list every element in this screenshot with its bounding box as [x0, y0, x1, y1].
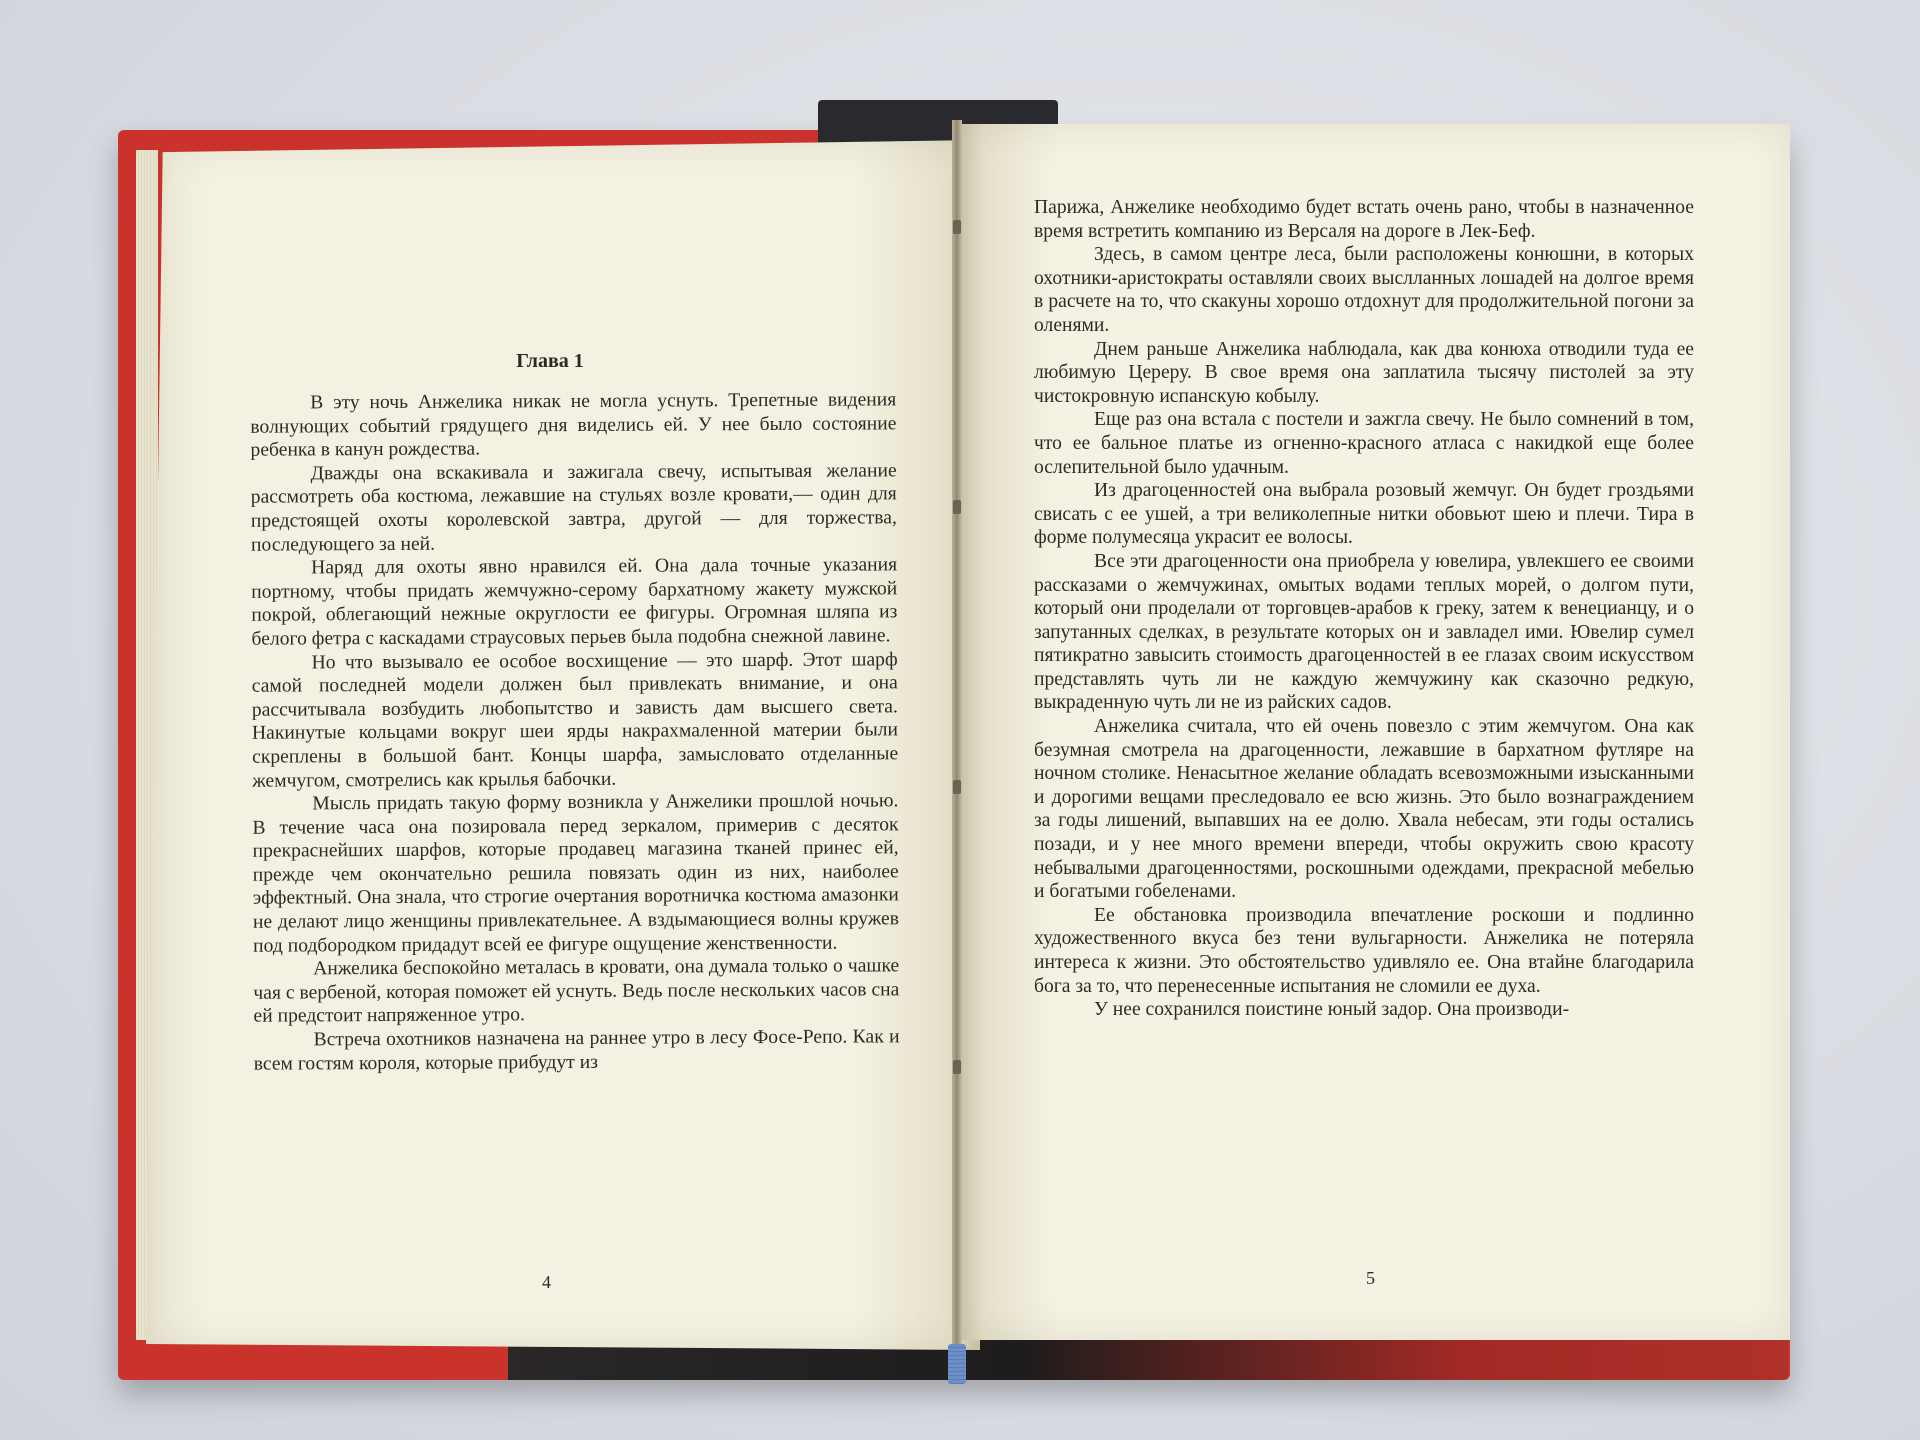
- spine-stitch: [953, 780, 961, 794]
- paragraph: Здесь, в самом центре леса, были расположены конюшни, в которых охотники-аристократы оставляли своих выслланных лошадей на долгое время в расчете на то, что скакуны хорошо отдохнут для продолжительной погони за оленями.: [1034, 244, 1694, 336]
- right-page-number: 5: [1366, 1268, 1375, 1288]
- bookmark-ribbon: [948, 1344, 966, 1384]
- paragraph: Еще раз она встала с постели и зажгла свечу. Не было сомнений в том, что ее бальное платье из огненно-красного атласа с накидкой еще более ослепительной было удачным.: [1034, 409, 1694, 478]
- right-page-text: [1034, 196, 1694, 1022]
- paragraph: Наряд для охоты явно нравился ей. Она дала точные указания портному, чтобы придать жемчужно-серому бархатному жакету мужской покрой, облегающий нежные округлости ее фигуры. Огромная шляпа из белого фетра с каскадами страусовых перьев была подобна снежной лавине.: [251, 554, 898, 650]
- spine-stitch: [953, 1060, 961, 1074]
- book-spine-gutter: [952, 120, 962, 1350]
- paragraph: Анжелика считала, что ей очень повезло с этим жемчугом. Она как безумная смотрела на драгоценности, лежавшие в бархатном футляре на ночном столике. Ненасытное желание обладать всевозможными изысканными и дорогими вещами преследовало ее всю жизнь. Это было вознаграждением за годы лишений, выпавших на ее долю. Хвала небесам, эти годы остались позади, и у нее много времени впереди, чтобы окружить свою красоту небывалыми драгоценностями, роскошными одеждами, прекрасной мебелью и богатыми гобеленами.: [1034, 716, 1694, 903]
- paragraph: Все эти драгоценности она приобрела у ювелира, увлекшего ее своими рассказами о жемчужинах, омытых водами теплых морей, о долгом пути, который они проделали от торговцев-арабов к греку, затем к венецианцу, и о запутанных сделках, в результате которых он и завладел ими. Ювелир сумел пятикратно завысить стоимость драгоценностей в ее глазах своим искусством представлять чуть ли не каждую жемчужину как сказочно редкую, выкраденную чуть ли не из райских садов.: [1034, 550, 1694, 714]
- left-page-text: [250, 388, 900, 1076]
- paragraph: Анжелика беспокойно металась в кровати, она думала только о чашке чая с вербеной, которая поможет ей уснуть. Ведь после нескольких часов сна ей предстоит напряженное утро.: [253, 955, 900, 1028]
- paragraph: Но что вызывало ее особое восхищение — это шарф. Этот шарф самой последней модели должен был привлекать внимание, и она рассчитывала возбудить любопытство и зависть дам высшего света. Накинутые кольцами вокруг шеи ярды накрахмаленной материи были скреплены в большой бант. Концы шарфа, замысловато отделанные жемчугом, смотрелись как крылья бабочки.: [251, 648, 899, 792]
- paragraph: Из драгоценностей она выбрала розовый жемчуг. Он будет гроздьями свисать с ее ушей, а три великолепные нитки обовьют шею и плечи. Тира в форме полумесяца украсит ее волосы.: [1034, 480, 1694, 549]
- paragraph: В эту ночь Анжелика никак не могла уснуть. Трепетные видения волнующих событий грядущего дня виделись ей. У нее было состояние ребенка в канун рождества.: [250, 389, 897, 461]
- paragraph: У нее сохранился поистине юный задор. Она производи-: [1094, 999, 1570, 1021]
- paragraph: Мысль придать такую форму возникла у Анжелики прошлой ночью. В течение часа она позировала перед зеркалом, примерив с десяток прекраснейших шарфов, которые продавец магазина тканей принес ей, прежде чем окончательно решила повязать один из них, наиболее эффектный. Она знала, что строгие очертания воротничка костюма амазонки не делают лицо женщины привлекательнее. А вздымающиеся волны кружев под подбородком придадут всей ее фигуре ощущение женственности.: [252, 790, 900, 957]
- chapter-title: Глава 1: [516, 350, 584, 372]
- spine-stitch: [953, 220, 961, 234]
- left-page-number: 4: [542, 1272, 551, 1292]
- paragraph: Парижа, Анжелике необходимо будет встать очень рано, чтобы в назначенное время встретить компанию из Версаля на дороге в Лек-Беф.: [1034, 197, 1694, 242]
- spine-stitch: [953, 500, 961, 514]
- paragraph: Дважды она вскакивала и зажигала свечу, испытывая желание рассмотреть оба костюма, лежавшие на стульях возле кровати,— один для предстоящей охоты королевской завтра, другой — для торжества, последующего за ней.: [250, 460, 897, 556]
- paragraph: Встреча охотников назначена на раннее утро в лесу Фосе-Репо. Как и всем гостям короля, которые прибудут из: [253, 1026, 900, 1075]
- paragraph: Днем раньше Анжелика наблюдала, как два конюха отводили туда ее любимую Цереру. В свое время она заплатила тысячу пистолей за эту чистокровную испанскую кобылу.: [1034, 338, 1694, 407]
- paragraph: Ее обстановка производила впечатление роскоши и подлинно художественного вкуса без тени вульгарности. Анжелика не потеряла интереса к жизни. Это обстоятельство удивляло ее. Она втайне благодарила бога за то, что перенесенные испытания не сломили ее духа.: [1034, 904, 1694, 997]
